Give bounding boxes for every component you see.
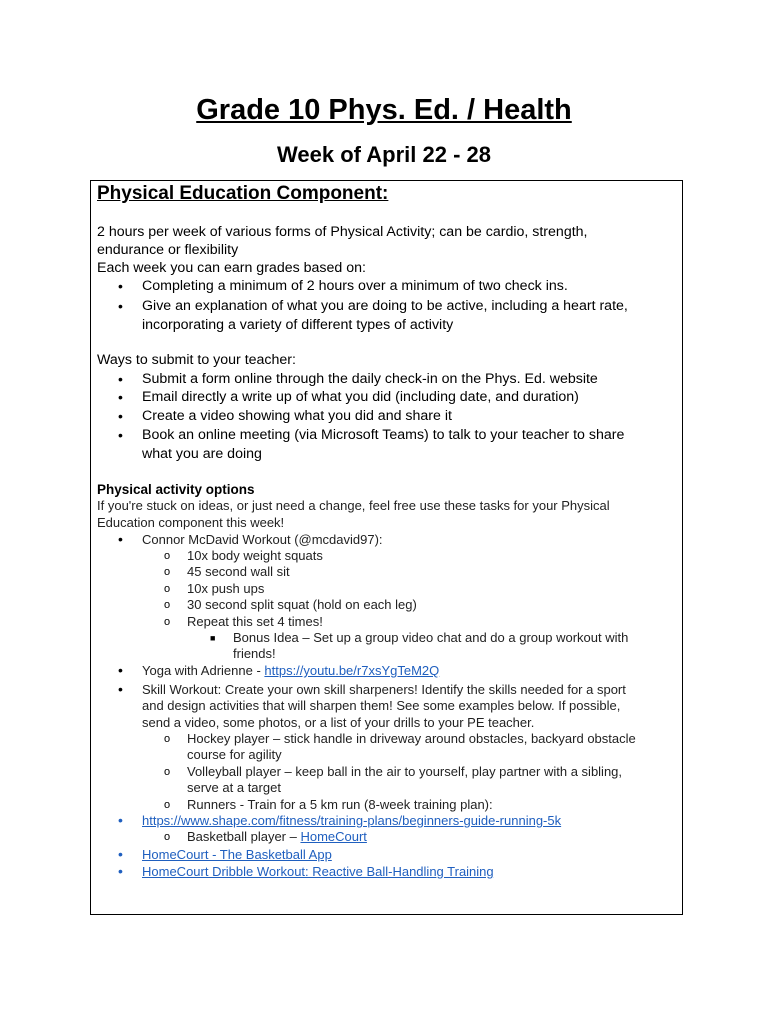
grades-item: Completing a minimum of 2 hours over a minimum of two check ins. [142, 278, 568, 294]
bullet-dot: • [118, 371, 123, 387]
bullet-dot: • [118, 662, 123, 678]
bullet-dot: • [118, 531, 123, 547]
circle-bullet: o [164, 831, 171, 843]
square-bullet: ■ [210, 633, 216, 643]
options-heading: Physical activity options [97, 482, 255, 497]
bullet-dot: • [118, 863, 123, 879]
yoga-item [142, 662, 439, 679]
basketball-label: Basketball player – [187, 829, 301, 844]
yoga-link[interactable]: https://youtu.be/r7xsYgTeM2Q [264, 663, 440, 678]
workout-item: 10x push ups [187, 581, 265, 596]
submit-item-cont: what you are doing [142, 446, 262, 462]
submit-intro: Ways to submit to your teacher: [97, 352, 296, 368]
runners-item: Runners - Train for a 5 km run (8-week training plan): [187, 797, 493, 812]
dribble-item [142, 863, 494, 880]
bullet-dot: • [118, 298, 123, 314]
dribble-workout-link[interactable]: HomeCourt Dribble Workout: Reactive Ball-Handling Training [142, 864, 494, 879]
basketball-item [187, 828, 367, 845]
hockey-item: Hockey player – stick handle in driveway around obstacles, backyard obstacle [187, 731, 636, 746]
circle-bullet: o [164, 766, 171, 778]
bullet-dot: • [118, 681, 123, 697]
circle-bullet: o [164, 616, 171, 628]
bonus-idea-cont: friends! [233, 646, 276, 661]
homecourt-link[interactable]: HomeCourt [300, 829, 367, 844]
bullet-dot: • [118, 389, 123, 405]
circle-bullet: o [164, 799, 171, 811]
grades-item-cont: incorporating a variety of different types of activity [142, 317, 454, 333]
bullet-dot: • [118, 408, 123, 424]
grades-item: Give an explanation of what you are doing to be active, including a heart rate, [142, 298, 628, 314]
circle-bullet: o [164, 566, 171, 578]
pe-component-box [90, 180, 683, 915]
circle-bullet: o [164, 733, 171, 745]
workout-item: 30 second split squat (hold on each leg) [187, 597, 417, 612]
bullet-dot: • [118, 427, 123, 443]
bullet-dot: • [118, 278, 123, 294]
shape-item [142, 812, 561, 829]
page-subtitle: Week of April 22 - 28 [277, 142, 491, 167]
skill-workout-cont: and design activities that will sharpen them! See some examples below. If possible, [142, 698, 621, 713]
workout-item: Repeat this set 4 times! [187, 614, 323, 629]
section-heading: Physical Education Component: [97, 183, 389, 204]
bonus-idea: Bonus Idea – Set up a group video chat and do a group workout with [233, 630, 629, 645]
circle-bullet: o [164, 599, 171, 611]
circle-bullet: o [164, 550, 171, 562]
circle-bullet: o [164, 583, 171, 595]
options-intro-cont: Education component this week! [97, 515, 285, 530]
bullet-dot: • [118, 846, 123, 862]
bullet-dot: • [118, 812, 123, 828]
grades-intro: Each week you can earn grades based on: [97, 260, 366, 276]
volleyball-item: Volleyball player – keep ball in the air to yourself, play partner with a sibling, [187, 764, 623, 779]
homecourt-app-link[interactable]: HomeCourt - The Basketball App [142, 847, 332, 862]
intro-text: 2 hours per week of various forms of Physical Activity; can be cardio, strength, [97, 224, 588, 240]
submit-item: Create a video showing what you did and share it [142, 408, 452, 424]
options-intro: If you're stuck on ideas, or just need a change, feel free use these tasks for your Physical [97, 498, 610, 513]
yoga-label: Yoga with Adrienne - [142, 663, 265, 678]
submit-item: Email directly a write up of what you did (including date, and duration) [142, 389, 579, 405]
hockey-item-cont: course for agility [187, 747, 282, 762]
volleyball-item-cont: serve at a target [187, 780, 281, 795]
connor-workout: Connor McDavid Workout (@mcdavid97): [142, 532, 383, 547]
skill-workout: Skill Workout: Create your own skill sharpeners! Identify the skills needed for a sport [142, 682, 626, 697]
shape-link[interactable]: https://www.shape.com/fitness/training-plans/beginners-guide-running-5k [142, 813, 562, 828]
intro-text-cont: endurance or flexibility [97, 242, 239, 258]
submit-item: Book an online meeting (via Microsoft Teams) to talk to your teacher to share [142, 427, 625, 443]
skill-workout-cont: send a video, some photos, or a list of your drills to your PE teacher. [142, 715, 535, 730]
workout-item: 10x body weight squats [187, 548, 323, 563]
homecourt-app-item [142, 846, 332, 863]
workout-item: 45 second wall sit [187, 564, 290, 579]
submit-item: Submit a form online through the daily check-in on the Phys. Ed. website [142, 371, 598, 387]
page-title: Grade 10 Phys. Ed. / Health [196, 94, 572, 126]
